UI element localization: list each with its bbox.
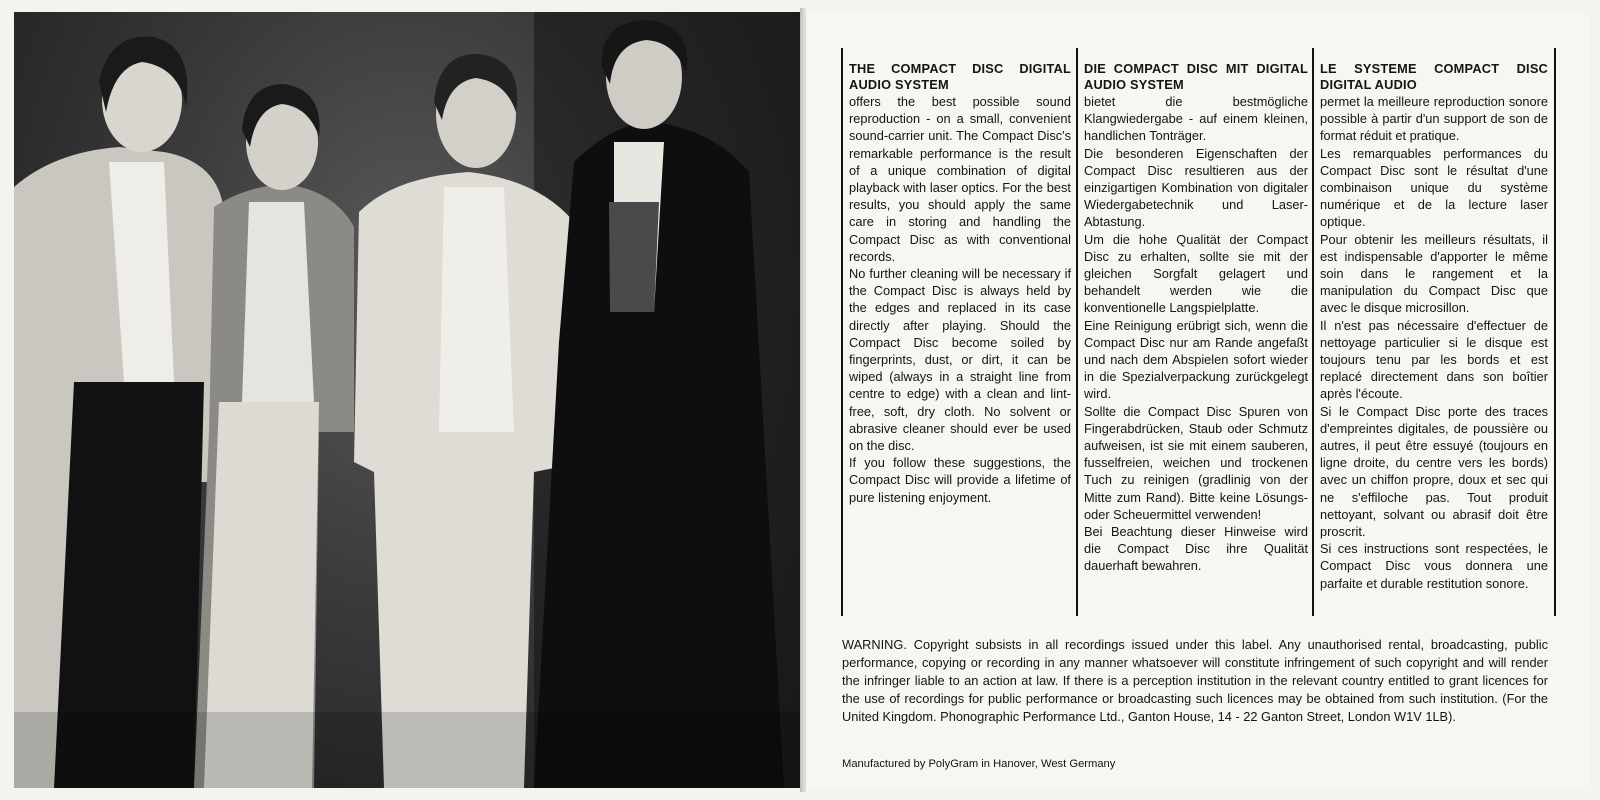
band-photograph: [14, 12, 802, 788]
paragraph: permet la meilleure reproduction sonore possible à partir d'un support de son de format réduit et pratique.: [1320, 94, 1548, 144]
heading-english: THE COMPACT DISC DIGITAL AUDIO SYSTEM: [849, 61, 1071, 92]
paragraph: Si ces instructions sont respectées, le Compact Disc vous donnera une parfaite et durable restitution sonore.: [1320, 541, 1548, 591]
paragraph: Il n'est pas nécessaire d'effectuer de nettoyage particulier si le disque est toujours tenu par les bords et est replacé directement dans son boîtier après l'écoute.: [1320, 317, 1548, 402]
column-english: [841, 48, 1071, 616]
person-1: [14, 37, 229, 788]
paragraph: Si le Compact Disc porte des traces d'empreintes digitales, de poussière ou autres, il peut être essuyé (toujours en ligne droite, du centre vers les bords) avec un chiffon propre, doux et sec qui ne s'effiloche pas. Tout produit nettoyant, solvant ou abrasif doit être proscrit.: [1320, 403, 1548, 540]
paragraph: offers the best possible sound reproduction - on a small, convenient sound-carrier unit. The Compact Disc's remarkable performance is the result of a unique combination of digital playback with laser optics. For the best results, you should apply the same care in storing and handling the Compact Disc as with conventional records.: [849, 94, 1071, 264]
text-page: [805, 14, 1590, 790]
paragraph: Sollte die Compact Disc Spuren von Fingerabdrücken, Staub oder Schmutz aufweisen, ist sie mit einem sauberen, fusselfreien, weichen und trockenen Tuch zu reinigen (gradlinig von der Mitte zum Rand). Bitte keine Lösungs- oder Scheuermittel verwenden!: [1084, 403, 1308, 522]
paragraph: Bei Beachtung dieser Hinweise wird die Compact Disc ihre Qualität dauerhaft bewahren.: [1084, 524, 1308, 574]
paragraph: bietet die bestmögliche Klangwiedergabe - auf einem kleinen, handlichen Tonträger.: [1084, 94, 1308, 144]
paragraph: Les remarquables performances du Compact Disc sont le résultat d'une combinaison unique du système numérique et de la lecture laser optique.: [1320, 145, 1548, 230]
paragraph: Um die hohe Qualität der Compact Disc zu erhalten, sollte sie mit der gleichen Sorgfalt gelagert und behandelt werden wie die konventionelle Langspielplatte.: [1084, 231, 1308, 316]
paragraph: Die besonderen Eigenschaften der Compact Disc resultieren aus der einzigartigen Kombination von digitaler Wiedergabetechnik und Laser-Abtastung.: [1084, 145, 1308, 230]
heading-french: LE SYSTEME COMPACT DISC DIGITAL AUDIO: [1320, 61, 1548, 92]
paragraph: Pour obtenir les meilleurs résultats, il est indispensable d'apporter le même soin dans le rangement et la manipulation du Compact Disc que avec le disque microsillon.: [1320, 231, 1548, 316]
paragraph: If you follow these suggestions, the Compact Disc will provide a lifetime of pure listening enjoyment.: [849, 455, 1071, 505]
band-photograph-figures: [14, 12, 802, 788]
paragraph: No further cleaning will be necessary if the Compact Disc is always held by the edges and replaced in its case directly after playing. Should the Compact Disc become soiled by fingerprints, dust, or dirt, it can be wiped (always in a straight line from centre to edge) with a clean and lint-free, soft, dry cloth. No solvent or abrasive cleaner should ever be used on the disc.: [849, 266, 1071, 454]
manufacturer-note: Manufactured by PolyGram in Hanover, West Germany: [842, 758, 1116, 770]
column-german: [1076, 48, 1308, 616]
copyright-warning: WARNING. Copyright subsists in all recordings issued under this label. Any unauthorised rental, broadcasting, public performance, copying or recording in any manner whatsoever will constitute infringement of such copyright and will render the infringer liable to an action at law. If there is a perception institution in the relevant country entitled to grant licences for the use of recordings for public performance or broadcasting such licences may be obtained from such institution. (For the United Kingdom. Phonographic Performance Ltd., Ganton House, 14 - 22 Ganton Street, London W1V 1LB).: [842, 637, 1548, 724]
heading-german: DIE COMPACT DISC MIT DIGITAL AUDIO SYSTEM: [1084, 61, 1308, 92]
paragraph: Eine Reinigung erübrigt sich, wenn die Compact Disc nur am Rande angefaßt und nach dem Abspielen sofort wieder in die Spezialverpackung zurückgelegt wird.: [1084, 317, 1308, 402]
column-french: [1312, 48, 1556, 616]
